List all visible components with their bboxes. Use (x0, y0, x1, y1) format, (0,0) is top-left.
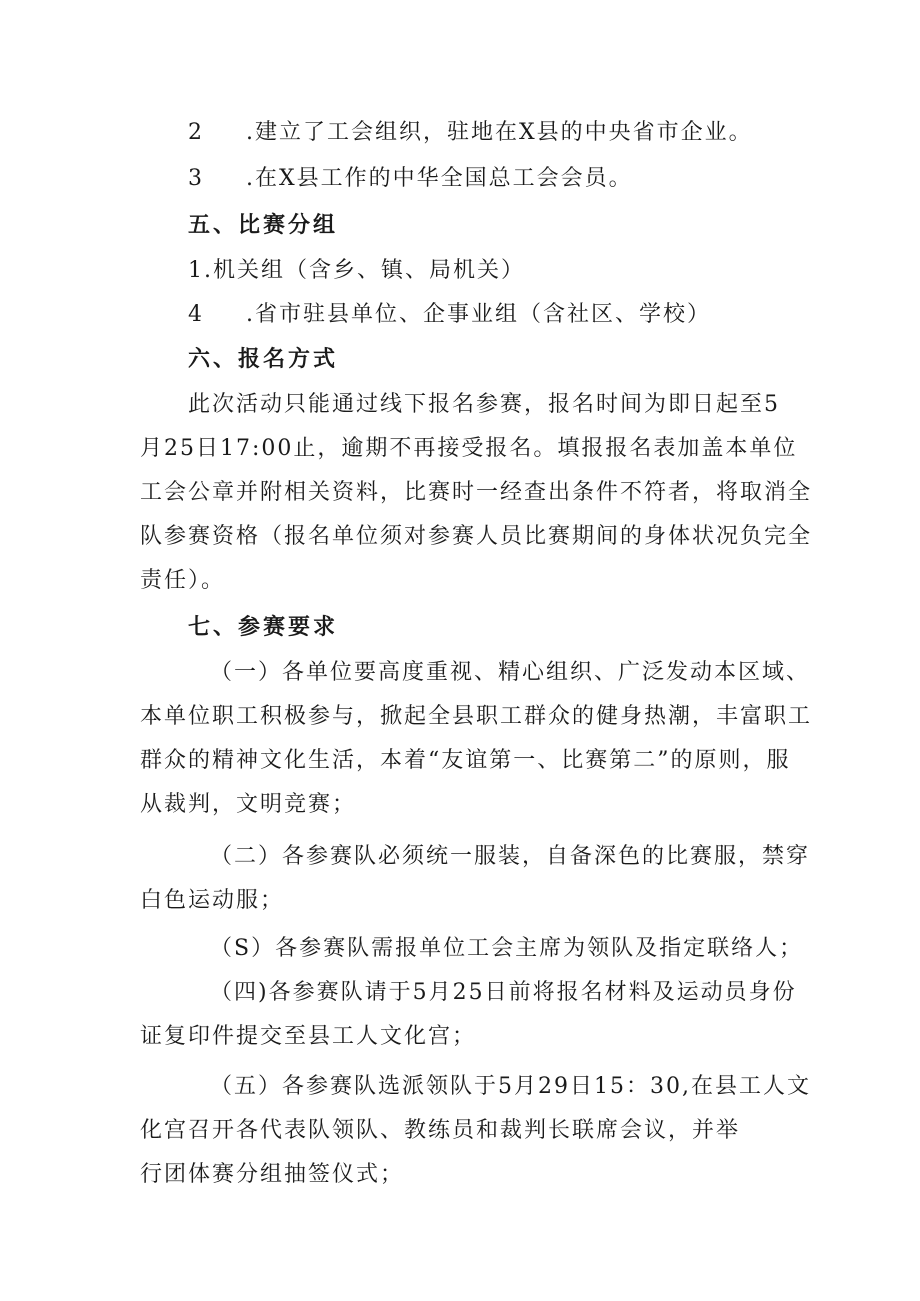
paragraph-line: 此次活动只能通过线下报名参赛，报名时间为即日起至5 (188, 392, 780, 417)
paragraph-line: 工会公章并附相关资料，比赛时一经查出条件不符者，将取消全 (140, 480, 813, 505)
section-heading: 七、参赛要求 (188, 614, 339, 640)
paragraph-line: （五）各参赛队选派领队于5月29日15：30,在县工人文 (210, 1074, 811, 1099)
paragraph-line: 责任）。 (140, 568, 226, 593)
paragraph-line: （二）各参赛队必须统一服装，自备深色的比赛服，禁穿 (210, 844, 811, 869)
paragraph-line: 队参赛资格（报名单位须对参赛人员比赛期间的身体状况负完全 (140, 524, 813, 549)
paragraph-line: （四)各参赛队请于5月25日前将报名材料及运动员身份 (210, 980, 797, 1005)
paragraph-line: 证复印件提交至县工人文化宫； (140, 1024, 477, 1049)
item-number: 3 (188, 166, 204, 191)
paragraph-line: 本单位职工积极参与，掀起全县职工群众的健身热潮，丰富职工 (140, 704, 813, 729)
section-heading: 五、比赛分组 (188, 212, 339, 238)
list-item (188, 164, 633, 194)
item-text: .省市驻县单位、企事业组（含社区、学校） (246, 302, 711, 327)
paragraph-line: 月25日17:00止，逾期不再接受报名。填报报名表加盖本单位 (140, 436, 798, 461)
paragraph-line: 群众的精神文化生活，本着“友谊第一、比赛第二”的原则，服 (140, 748, 791, 773)
list-item (188, 300, 711, 330)
paragraph-line: 白色运动服； (140, 888, 285, 913)
paragraph-line: （一）各单位要高度重视、精心组织、广泛发动本区域、 (210, 660, 811, 685)
item-text: .建立了工会组织，驻地在X县的中央省市企业。 (246, 120, 753, 145)
list-item: 1.机关组（含乡、镇、局机关） (188, 258, 525, 283)
list-item (188, 118, 753, 148)
paragraph-line: 行团体赛分组抽签仪式； (140, 1162, 405, 1187)
item-number: 2 (188, 120, 204, 145)
paragraph-line: 化宫召开各代表队领队、教练员和裁判长联席会议，并举 (140, 1118, 741, 1143)
item-number: 4 (188, 302, 204, 327)
paragraph-line: （S）各参赛队需报单位工会主席为领队及指定联络人； (210, 936, 804, 961)
paragraph-line: 从裁判，文明竞赛； (140, 792, 357, 817)
section-heading: 六、报名方式 (188, 346, 339, 372)
item-text: .在X县工作的中华全国总工会会员。 (246, 166, 633, 191)
